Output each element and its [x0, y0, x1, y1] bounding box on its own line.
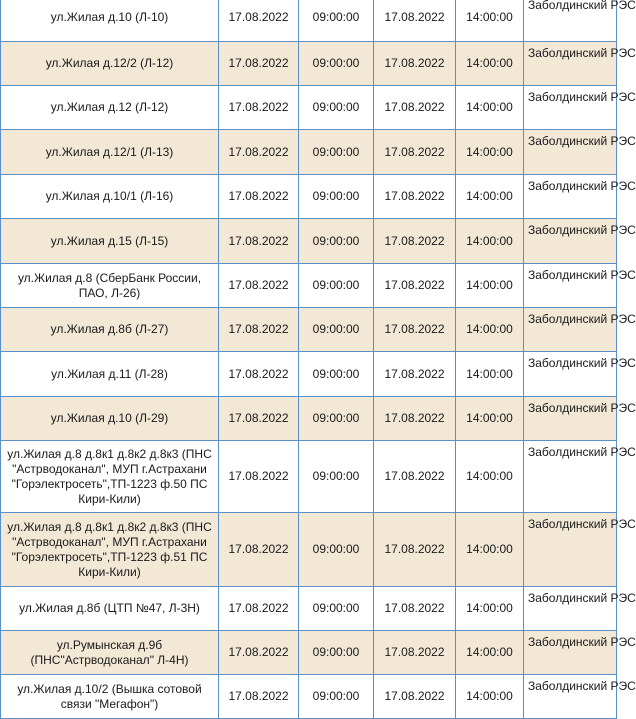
end-time-cell: 14:00:00 — [456, 397, 524, 441]
res-cell: Заболдинский РЭС — [524, 86, 617, 130]
address-cell: ул.Жилая д.8 (СберБанк России, ПАО, Л-26) — [1, 264, 219, 308]
end-date-cell: 17.08.2022 — [374, 675, 456, 719]
res-cell: Заболдинский РЭС — [524, 42, 617, 86]
res-cell: Заболдинский РЭС — [524, 587, 617, 631]
end-date-cell: 17.08.2022 — [374, 42, 456, 86]
table-row — [1, 587, 617, 631]
end-date-cell: 17.08.2022 — [374, 631, 456, 675]
address-cell: ул.Жилая д.10 (Л-29) — [1, 397, 219, 441]
res-cell: Заболдинский РЭС — [524, 264, 617, 308]
table-row — [1, 264, 617, 308]
address-cell: ул.Жилая д.12 (Л-12) — [1, 86, 219, 130]
res-cell: Заболдинский РЭС — [524, 513, 617, 587]
start-date-cell: 17.08.2022 — [219, 397, 299, 441]
res-cell: Заболдинский РЭС — [524, 219, 617, 264]
end-time-cell: 14:00:00 — [456, 308, 524, 352]
table-row — [1, 0, 617, 42]
start-time-cell: 09:00:00 — [299, 631, 374, 675]
res-cell: Заболдинский РЭС — [524, 308, 617, 352]
table-row — [1, 86, 617, 130]
address-cell: ул.Жилая д.8 д.8к1 д.8к2 д.8к3 (ПНС "Астрводоканал", МУП г.Астрахани "Горэлектросеть",ТП-1223 ф.51 ПС Кири-Кили) — [1, 513, 219, 587]
res-cell: Заболдинский РЭС — [524, 631, 617, 675]
start-date-cell: 17.08.2022 — [219, 219, 299, 264]
address-cell: ул.Жилая д.12/1 (Л-13) — [1, 130, 219, 175]
res-cell: Заболдинский РЭС — [524, 175, 617, 219]
end-date-cell: 17.08.2022 — [374, 219, 456, 264]
start-time-cell: 09:00:00 — [299, 130, 374, 175]
start-time-cell: 09:00:00 — [299, 587, 374, 631]
table-row — [1, 631, 617, 675]
end-time-cell: 14:00:00 — [456, 175, 524, 219]
end-date-cell: 17.08.2022 — [374, 587, 456, 631]
end-time-cell: 14:00:00 — [456, 0, 524, 42]
start-time-cell: 09:00:00 — [299, 513, 374, 587]
res-cell: Заболдинский РЭС — [524, 0, 617, 42]
start-date-cell: 17.08.2022 — [219, 308, 299, 352]
res-cell: Заболдинский РЭС — [524, 352, 617, 397]
start-date-cell: 17.08.2022 — [219, 441, 299, 513]
end-time-cell: 14:00:00 — [456, 219, 524, 264]
start-date-cell: 17.08.2022 — [219, 0, 299, 42]
start-date-cell: 17.08.2022 — [219, 264, 299, 308]
address-cell: ул.Жилая д.8б (ЦТП №47, Л-3Н) — [1, 587, 219, 631]
end-date-cell: 17.08.2022 — [374, 0, 456, 42]
table-row — [1, 42, 617, 86]
start-date-cell: 17.08.2022 — [219, 587, 299, 631]
table-row — [1, 308, 617, 352]
table-row — [1, 130, 617, 175]
start-date-cell: 17.08.2022 — [219, 352, 299, 397]
end-time-cell: 14:00:00 — [456, 86, 524, 130]
start-time-cell: 09:00:00 — [299, 264, 374, 308]
start-time-cell: 09:00:00 — [299, 219, 374, 264]
end-date-cell: 17.08.2022 — [374, 352, 456, 397]
end-time-cell: 14:00:00 — [456, 587, 524, 631]
start-time-cell: 09:00:00 — [299, 397, 374, 441]
address-cell: ул.Жилая д.15 (Л-15) — [1, 219, 219, 264]
start-time-cell: 09:00:00 — [299, 42, 374, 86]
address-cell: ул.Жилая д.8б (Л-27) — [1, 308, 219, 352]
end-date-cell: 17.08.2022 — [374, 308, 456, 352]
start-time-cell: 09:00:00 — [299, 175, 374, 219]
start-date-cell: 17.08.2022 — [219, 130, 299, 175]
table-row — [1, 352, 617, 397]
start-date-cell: 17.08.2022 — [219, 175, 299, 219]
res-cell: Заболдинский РЭС — [524, 675, 617, 719]
end-date-cell: 17.08.2022 — [374, 130, 456, 175]
res-cell: Заболдинский РЭС — [524, 397, 617, 441]
start-time-cell: 09:00:00 — [299, 352, 374, 397]
res-cell: Заболдинский РЭС — [524, 130, 617, 175]
start-time-cell: 09:00:00 — [299, 675, 374, 719]
start-time-cell: 09:00:00 — [299, 86, 374, 130]
end-time-cell: 14:00:00 — [456, 130, 524, 175]
start-time-cell: 09:00:00 — [299, 441, 374, 513]
res-cell: Заболдинский РЭС — [524, 441, 617, 513]
address-cell: ул.Жилая д.10 (Л-10) — [1, 0, 219, 42]
end-date-cell: 17.08.2022 — [374, 264, 456, 308]
end-time-cell: 14:00:00 — [456, 264, 524, 308]
table-row — [1, 219, 617, 264]
address-cell: ул.Жилая д.8 д.8к1 д.8к2 д.8к3 (ПНС "Астрводоканал", МУП г.Астрахани "Горэлектросеть",ТП-1223 ф.50 ПС Кири-Кили) — [1, 441, 219, 513]
start-date-cell: 17.08.2022 — [219, 86, 299, 130]
address-cell: ул.Жилая д.12/2 (Л-12) — [1, 42, 219, 86]
end-date-cell: 17.08.2022 — [374, 513, 456, 587]
table-row — [1, 513, 617, 587]
table-row — [1, 397, 617, 441]
end-time-cell: 14:00:00 — [456, 352, 524, 397]
end-date-cell: 17.08.2022 — [374, 441, 456, 513]
end-time-cell: 14:00:00 — [456, 513, 524, 587]
start-time-cell: 09:00:00 — [299, 308, 374, 352]
table-row — [1, 441, 617, 513]
end-time-cell: 14:00:00 — [456, 42, 524, 86]
start-date-cell: 17.08.2022 — [219, 631, 299, 675]
end-time-cell: 14:00:00 — [456, 441, 524, 513]
address-cell: ул.Жилая д.10/1 (Л-16) — [1, 175, 219, 219]
end-date-cell: 17.08.2022 — [374, 86, 456, 130]
table-row — [1, 175, 617, 219]
table-row — [1, 675, 617, 719]
end-time-cell: 14:00:00 — [456, 631, 524, 675]
end-time-cell: 14:00:00 — [456, 675, 524, 719]
start-time-cell: 09:00:00 — [299, 0, 374, 42]
end-date-cell: 17.08.2022 — [374, 175, 456, 219]
address-cell: ул.Жилая д.10/2 (Вышка сотовой связи "Мегафон") — [1, 675, 219, 719]
start-date-cell: 17.08.2022 — [219, 675, 299, 719]
address-cell: ул.Жилая д.11 (Л-28) — [1, 352, 219, 397]
start-date-cell: 17.08.2022 — [219, 42, 299, 86]
start-date-cell: 17.08.2022 — [219, 513, 299, 587]
end-date-cell: 17.08.2022 — [374, 397, 456, 441]
address-cell: ул.Румынская д.9б (ПНС"Астрводоканал" Л-4Н) — [1, 631, 219, 675]
